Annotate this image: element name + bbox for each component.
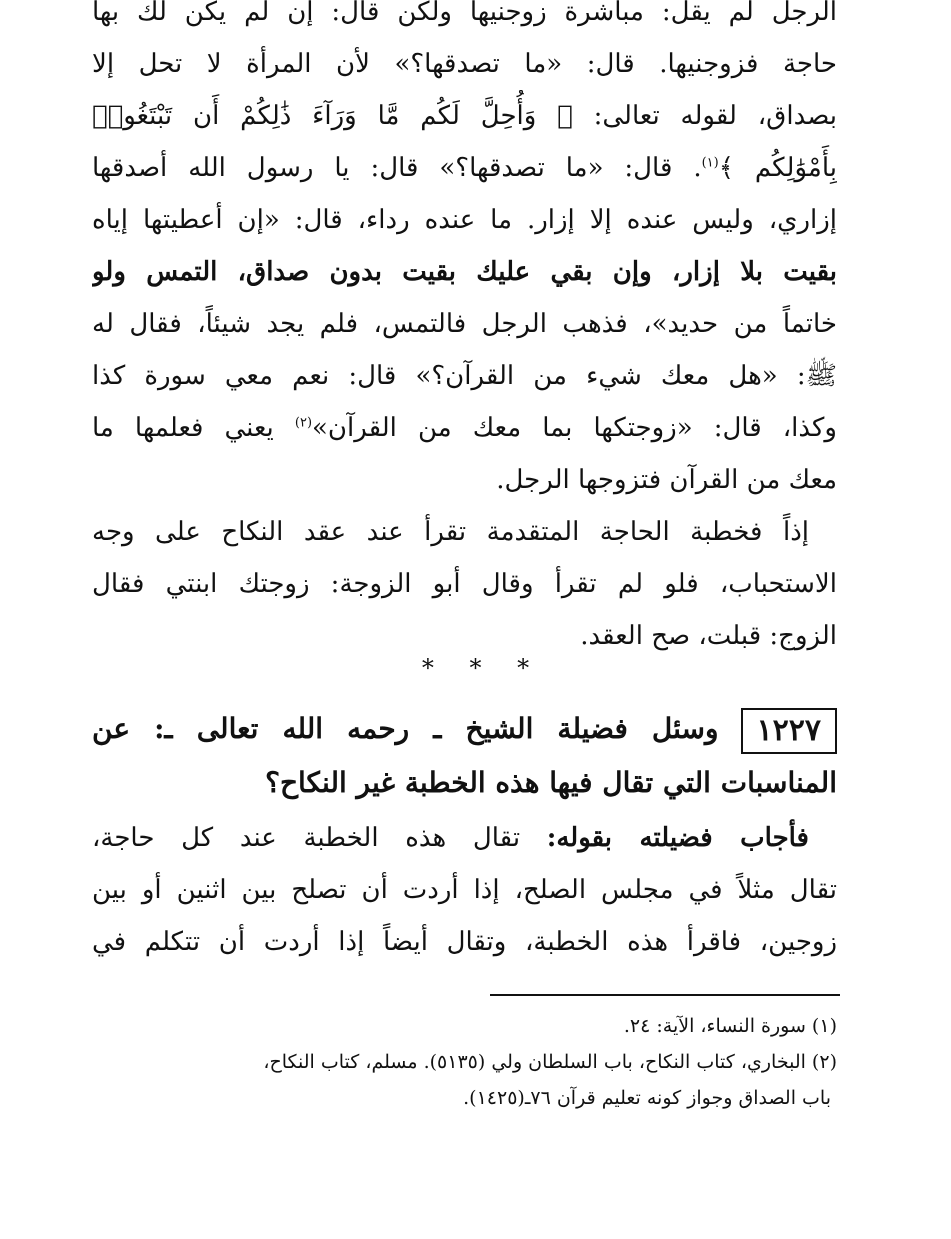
body-line: بقيت بلا إزار، وإن بقي عليك بقيت بدون صداق، التمس ولو [92, 257, 837, 287]
body-line [92, 38, 837, 90]
footnote: باب الصداق وجواز كونه تعليم قرآن ٧٦ـ(١٤٢٥). [463, 1087, 831, 1109]
section-separator [0, 654, 951, 690]
question-line: المناسبات التي تقال فيها هذه الخطبة غير النكاح؟ [265, 766, 837, 799]
footnote-marker: (٢) [294, 415, 313, 431]
answer-lead: فأجاب فضيلته بقوله: [546, 823, 809, 853]
answer-text [92, 812, 837, 968]
body-line: خاتماً من حديد»، فذهب الرجل فالتمس، فلم يجد شيئاً، فقال له [92, 309, 837, 339]
body-line-text: يعني فعلمها ما [92, 413, 295, 443]
body-line: بصداق، لقوله تعالى: ﴿ وَأُحِلَّ لَكُم مَّا وَرَآءَ ذَٰلِكُمْ أَن تَبْتَغُوا۟ [92, 101, 837, 131]
body-line [92, 142, 837, 194]
footnote: (٢) البخاري، كتاب النكاح، باب السلطان ولي (٥١٣٥). مسلم، كتاب النكاح، [263, 1051, 837, 1073]
answer-line: تقال مثلاً في مجلس الصلح، إذا أردت أن تصلح بين اثنين أو بين [92, 875, 837, 905]
body-line: إذاً فخطبة الحاجة المتقدمة تقرأ عند عقد النكاح على وجه [92, 517, 809, 547]
body-line: الزوج: قبلت، صح العقد. [580, 621, 837, 651]
answer-line [92, 812, 837, 864]
body-line: إزاري، وليس عنده إلا إزار. ما عنده رداء، قال: «إن أعطيتها إياه [92, 205, 837, 235]
star-mark: * [421, 654, 434, 682]
body-line [92, 402, 837, 454]
answer-line-text: تقال هذه الخطبة عند كل حاجة، [92, 823, 547, 853]
question-heading [92, 702, 837, 810]
answer-line: زوجين، فاقرأ هذه الخطبة، وتقال أيضاً إذا أردت أن تتكلم في [92, 927, 837, 957]
footnote-divider [490, 994, 840, 996]
body-text [92, 0, 837, 662]
footnotes [92, 1008, 837, 1116]
footnote-marker: (١) [701, 155, 719, 171]
body-line: الرجل لم يقل: مباشرة زوجنيها ولكن قال: إن لم يكن لك بها [92, 0, 837, 27]
star-mark: * [469, 654, 482, 682]
star-mark: * [517, 654, 530, 682]
quran-verse-end: بِأَمْوَٰلِكُم ﴾ [718, 153, 837, 183]
body-line: الاستحباب، فلو لم تقرأ وقال أبو الزوجة: زوجتك ابنتي فقال [92, 569, 837, 599]
body-line: ﷺ: «هل معك شيء من القرآن؟» قال: نعم معي سورة كذا [92, 361, 837, 391]
question-text: وسئل فضيلة الشيخ ـ رحمه الله تعالى ـ: عن [92, 712, 719, 745]
body-line: معك من القرآن فتزوجها الرجل. [496, 465, 837, 495]
footnote: (١) سورة النساء، الآية: ٢٤. [623, 1015, 837, 1037]
body-line-text: . قال: «ما تصدقها؟» قال: يا رسول الله أصدقها [92, 153, 702, 183]
question-line [92, 702, 837, 756]
question-number-box: ١٢٢٧ [741, 708, 837, 754]
body-line-text: حاجة فزوجنيها. قال: «ما تصدقها؟» لأن المرأة لا تحل إلا [92, 49, 837, 79]
body-line-text: وكذا، قال: «زوجتكها بما معك من القرآن» [312, 413, 837, 443]
